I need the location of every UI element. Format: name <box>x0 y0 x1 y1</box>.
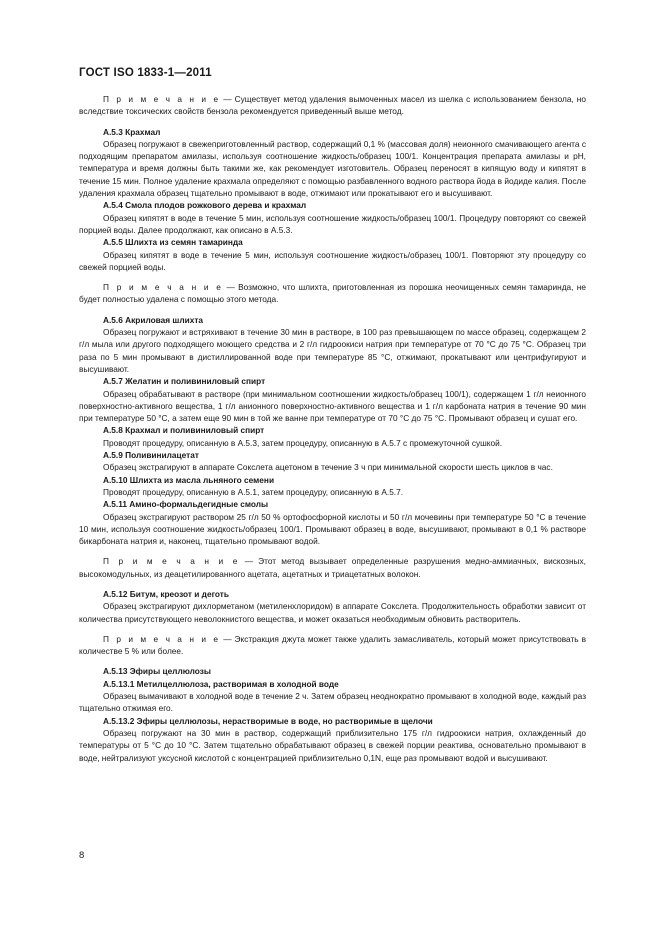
note-label: П р и м е ч а н и е <box>103 556 240 567</box>
section-heading: А.5.6 Акриловая шлихта <box>103 314 204 325</box>
section-heading: А.5.9 Поливинилацетат <box>103 450 199 461</box>
section-text: Образец экстрагируют раствором 25 г/л 50 % ортофосфорной кислоты и 50 г/л мочевины при температуре 50 °С в течение 10 мин, используя соотношение жидкость/образец 100/1. Промывают образец в воде, высушивают, промывают в 0,1 % растворе бикарбоната натрия и, наконец, тщательно промывают водой. <box>79 511 586 547</box>
document-body <box>79 93 586 764</box>
section-text: Образец обрабатывают в растворе (при минимальном соотношении жидкость/образец 100/1), содержащем 1 г/л неионного поверхностно-активного вещества, 1 г/л анионного поверхностно-активного вещества и 1 г/л карбоната натрия в течение 90 мин при температуре 50 °С, а затем еще 90 мин в той же ванне при температуре от 70 °С до 75 °С. Промывают образец и сушат его. <box>79 388 586 424</box>
note-paragraph <box>79 281 586 306</box>
section-heading: А.5.5 Шлихта из семян тамаринда <box>103 237 243 248</box>
note-label: П р и м е ч а н и е <box>103 633 221 644</box>
note-label: П р и м е ч а н и е <box>103 94 221 104</box>
section-text: Образец вымачивают в холодной воде в течение 2 ч. Затем образец неоднократно промывают в холодной воде, каждый раз тщательно отжимая его. <box>79 691 586 714</box>
section-heading: А.5.4 Смола плодов рожкового дерева и крахмал <box>103 200 307 211</box>
page-number: 8 <box>79 850 85 861</box>
note-text: — Этот метод вызывает определенные разрушения медно-аммиачных, вискозных, высокомодульных, из деацетилированного ацетата, ацетатных и триацетатных волокон. <box>79 556 586 579</box>
section-text: Образец кипятят в воде в течение 5 мин, используя соотношение жидкость/образец 100/1. Процедуру повторяют со свежей порцией воды. Далее продолжают, как описано в А.5.3. <box>79 212 586 235</box>
section-text: Образец экстрагируют в аппарате Сокслета ацетоном в течение 3 ч при минимальной скорости шесть циклов в час. <box>103 462 553 473</box>
section-text: Образец экстрагируют дихлорметаном (метиленхлоридом) в аппарате Сокслета. Продолжительность обработки зависит от количества присутствующего неволокнистого вещества, и может оказаться необходимым обновить растворитель. <box>79 601 586 624</box>
section-heading: А.5.3 Крахмал <box>103 126 161 137</box>
section-text: Проводят процедуру, описанную в А.5.1, затем процедуру, описанную в А.5.7. <box>103 486 404 497</box>
note-text: — Экстракция джута может также удалить замасливатель, который может присутствовать в количестве 5 % или более. <box>79 633 586 657</box>
note-label: П р и м е ч а н и е <box>103 282 224 293</box>
note-text: — Существует метод удаления вымоченных масел из шелка с использованием бензола, но вследствие токсических свойств бензола рекомендуется приведенный выше метод. <box>79 94 586 117</box>
standard-header: ГОСТ ISO 1833-1—2011 <box>79 67 212 79</box>
note-paragraph <box>79 555 586 580</box>
section-heading: А.5.8 Крахмал и поливиниловый спирт <box>103 425 265 436</box>
note-paragraph <box>79 633 586 658</box>
section-heading: А.5.11 Амино-формальдегидные смолы <box>103 499 269 510</box>
section-heading: А.5.10 Шлихта из масла льняного семени <box>103 474 275 485</box>
section-text: Образец погружают в свежеприготовленный раствор, содержащий 0,1 % (массовая доля) неионного смачивающего агента с подходящим препаратом амилазы, используя соотношение жидкость/образец 100/1. Концентрация препарата амилазы и pH, температура и время должны быть такими же, как рекомендует изготовитель. Образец переносят в кипящую воду и кипятят в течение 15 мин. Полное удаление крахмала определяют с помощью разбавленного водного раствора йода в йодиде калия. После удаления крахмала образец тщательно промывают в воде, отжимают или прокатывают его и высушивают. <box>79 138 586 199</box>
section-text: Проводят процедуру, описанную в А.5.3, затем процедуру, описанную в А.5.7 с промежуточной сушкой. <box>103 437 503 448</box>
section-text: Образец кипятят в воде в течение 5 мин, используя соотношение жидкость/образец 100/1. Повторяют эту процедуру со свежей порцией воды. <box>79 249 586 272</box>
subsection-heading: А.5.13.2 Эфиры целлюлозы, нерастворимые в воде, но растворимые в щелочи <box>103 715 433 726</box>
note-paragraph <box>79 93 586 118</box>
section-heading: А.5.13 Эфиры целлюлозы <box>103 666 211 677</box>
section-heading: А.5.7 Желатин и поливиниловый спирт <box>103 376 266 387</box>
subsection-heading: А.5.13.1 Метилцеллюлоза, растворимая в холодной воде <box>103 678 339 689</box>
section-text: Образец погружают на 30 мин в раствор, содержащий приблизительно 175 г/л гидроокиси натрия, охлажденный до температуры от 5 °С до 10 °С. Затем тщательно обрабатывают образец в свежей порции реактива, основательно промывают в воде, нейтрализуют уксусной кислотой с концентрацией приблизительно 0,1N, еще раз промывают водой и высушивают. <box>79 727 586 763</box>
section-text: Образец погружают и встряхивают в течение 30 мин в растворе, в 100 раз превышающем по массе образец, содержащем 2 г/л мыла или другого подходящего моющего средства и 2 г/л гидроокиси натрия при температуре от 70 °С до 75 °С. Образец три раза по 5 мин промывают в дистиллированной воде при температуре 85 °С, отжимают, прокатывают или центрифугируют и высушивают. <box>79 327 586 374</box>
note-text: — Возможно, что шлихта, приготовленная из порошка неочищенных семян тамаринда, не будет полностью удалена с помощью этого метода. <box>79 282 586 305</box>
section-heading: А.5.12 Битум, креозот и деготь <box>103 588 229 599</box>
